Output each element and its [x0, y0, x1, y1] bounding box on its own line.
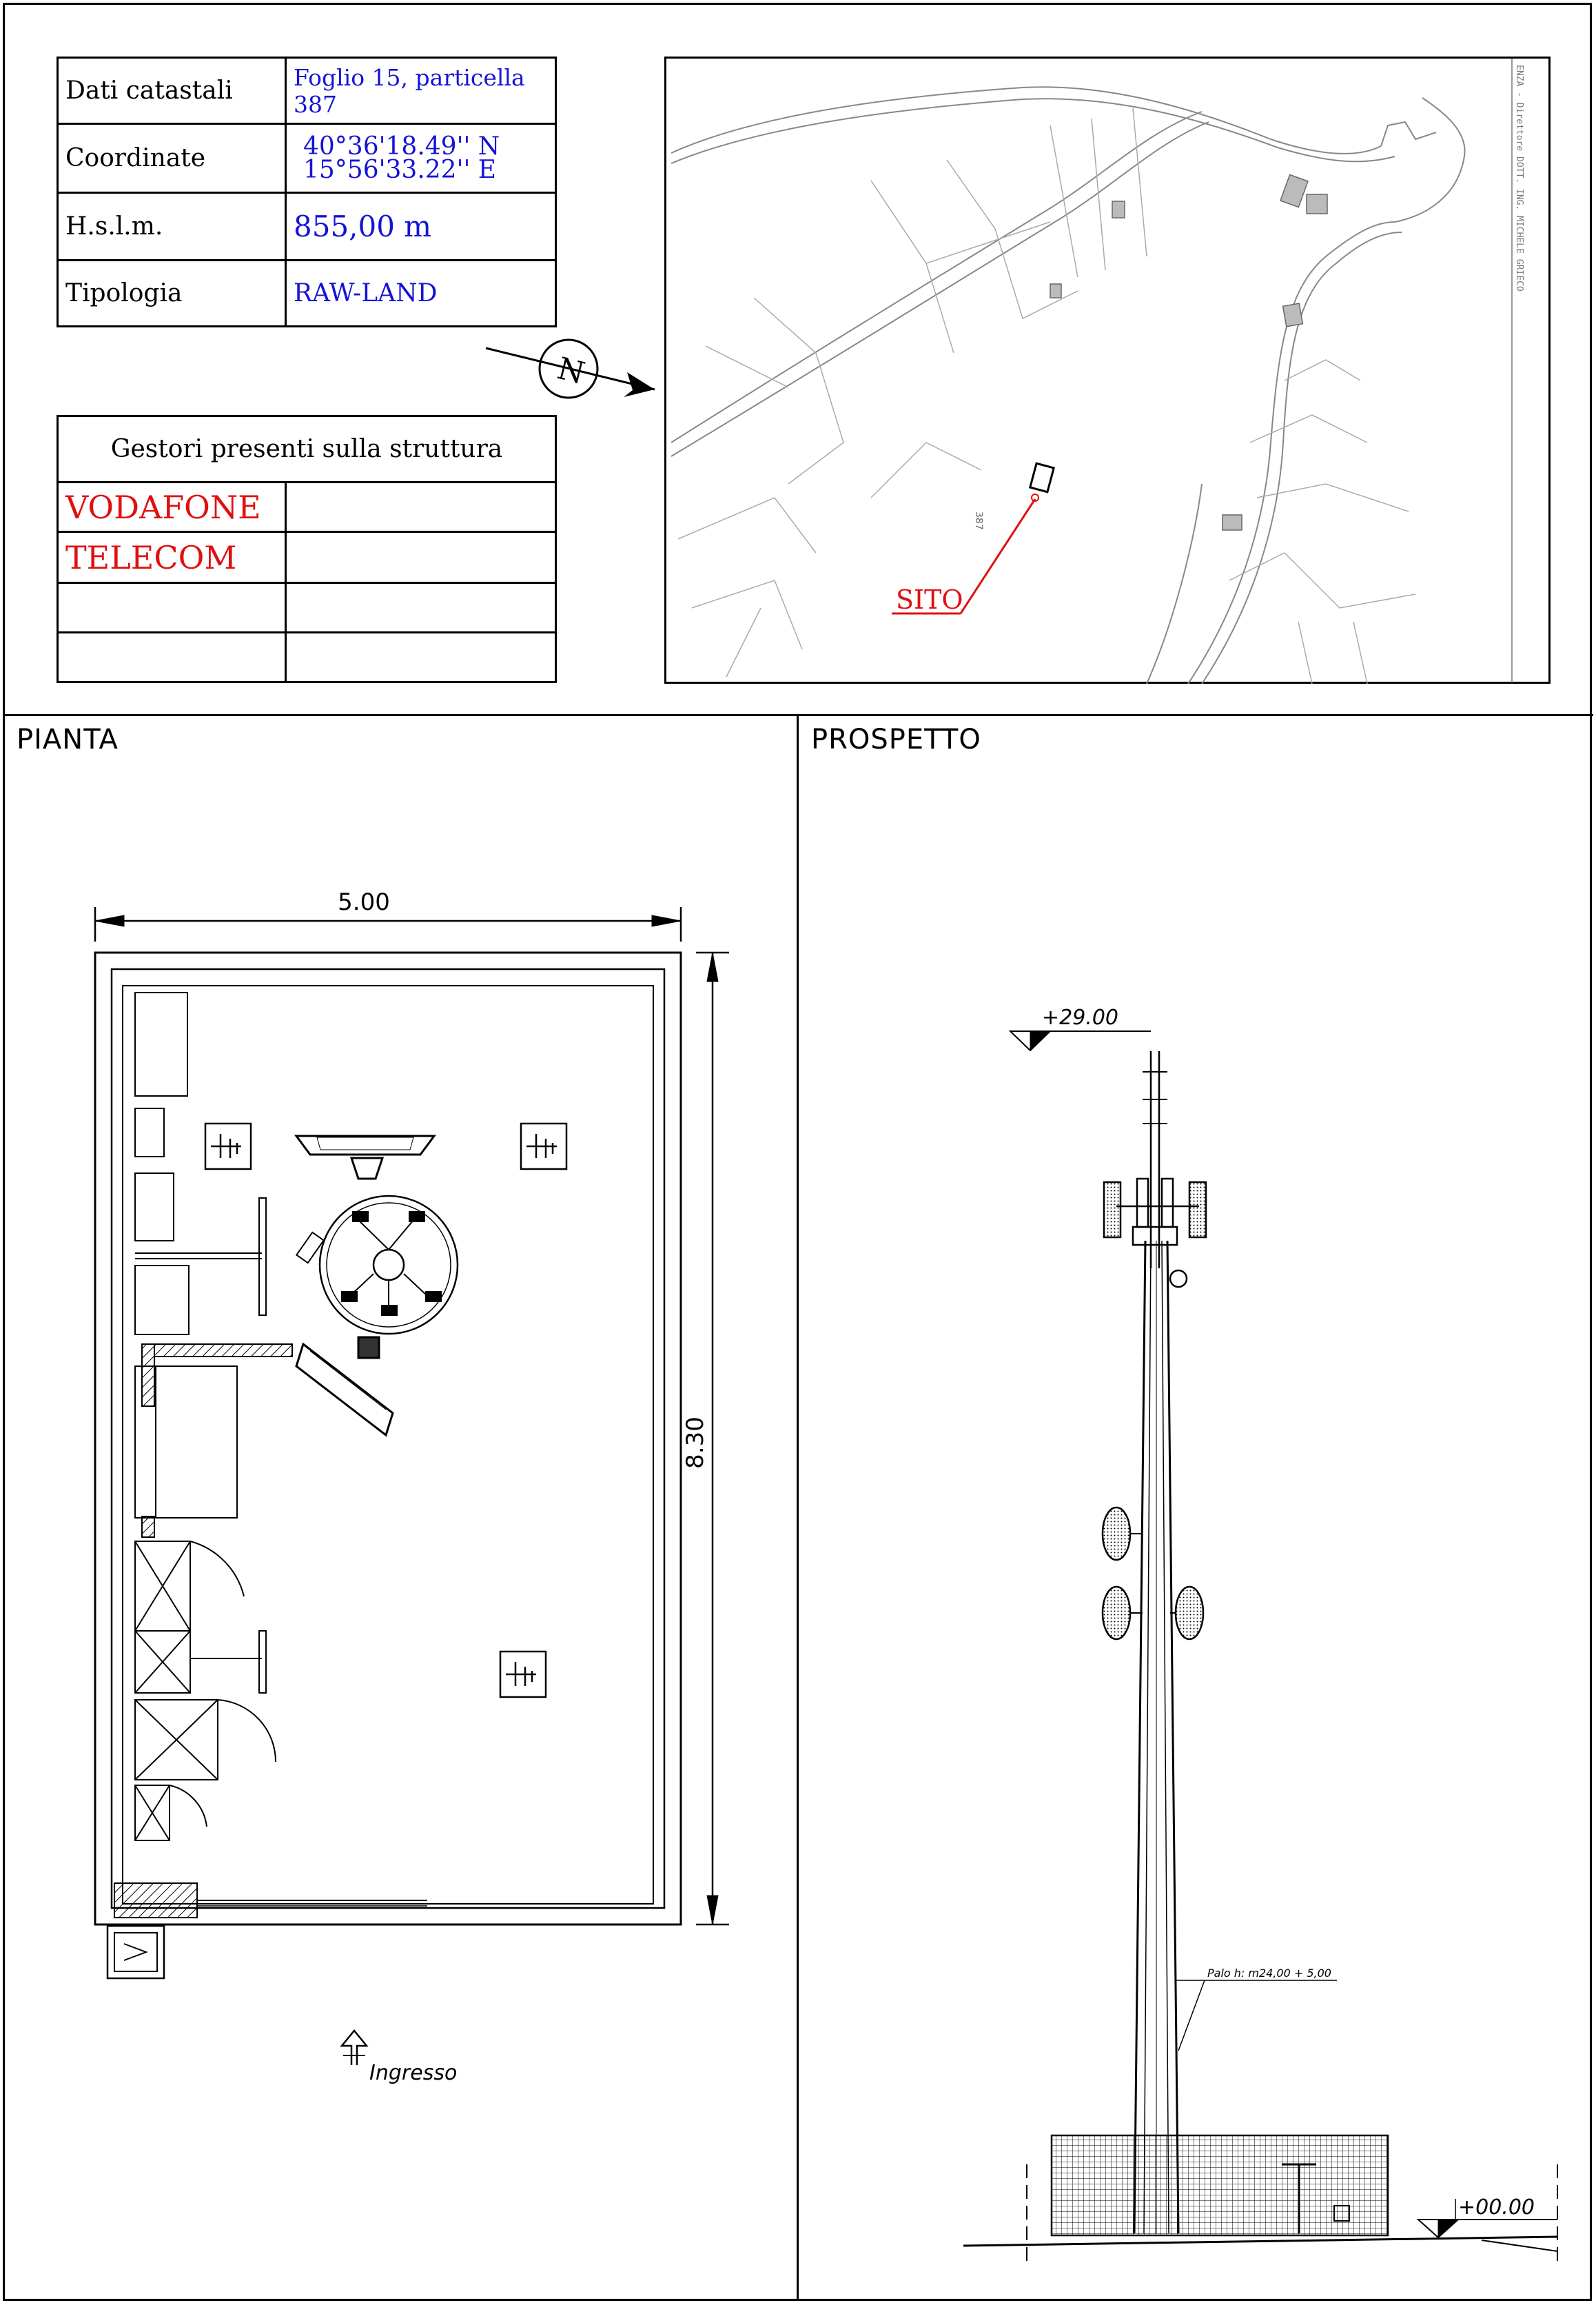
- altitude-value: 855,00 m: [286, 193, 556, 261]
- operators-header: Gestori presenti sulla struttura: [58, 416, 556, 483]
- north-arrow-icon: [482, 331, 662, 407]
- plan-title: PIANTA: [17, 724, 119, 755]
- coordinates-label: Coordinate: [58, 124, 286, 193]
- operator-telecom: TELECOM: [58, 532, 286, 583]
- ground-level-label: +00.00: [1458, 2195, 1535, 2220]
- operator-extra-cell: [286, 483, 556, 532]
- altitude-label: H.s.l.m.: [58, 193, 286, 261]
- latitude-value: 40°36'18.49'' N: [303, 132, 500, 161]
- row-cadastral: [58, 58, 556, 124]
- floor-plan: [69, 875, 744, 2116]
- operator-row: [58, 583, 556, 633]
- row-coordinates: [58, 124, 556, 193]
- width-dimension: 5.00: [338, 889, 390, 916]
- map-margin-text: ENZA - Direttore DOTT. ING. MICHELE GRIECO: [1514, 65, 1524, 292]
- row-altitude: [58, 193, 556, 261]
- cadastral-value: Foglio 15, particella 387: [286, 58, 556, 124]
- operators-header-row: [58, 416, 556, 483]
- operator-row: [58, 633, 556, 682]
- type-label: Tipologia: [58, 261, 286, 327]
- operator-row: [58, 532, 556, 583]
- parcel-number: 387: [973, 511, 984, 530]
- divider-vertical: [797, 714, 799, 2301]
- operator-extra-cell: [286, 583, 556, 633]
- pole-note: Palo h: m24,00 + 5,00: [1207, 1967, 1331, 1980]
- operators-table: [57, 415, 557, 683]
- site-label: SITO: [896, 585, 963, 615]
- operator-extra-cell: [286, 532, 556, 583]
- operator-row: [58, 483, 556, 532]
- longitude-value: 15°56'33.22'' E: [303, 155, 497, 184]
- operator-empty-1: [58, 583, 286, 633]
- type-value: RAW-LAND: [286, 261, 556, 327]
- site-info-table: [57, 57, 557, 327]
- top-level-label: +29.00: [1042, 1006, 1119, 1030]
- operator-empty-2: [58, 633, 286, 682]
- operator-vodafone: VODAFONE: [58, 483, 286, 532]
- row-type: [58, 261, 556, 327]
- coordinates-value: [286, 124, 556, 193]
- depth-dimension: 8.30: [682, 1416, 709, 1469]
- tower-elevation: [951, 993, 1571, 2288]
- north-label: N: [553, 351, 589, 392]
- entrance-label: Ingresso: [369, 2061, 458, 2085]
- operator-extra-cell: [286, 633, 556, 682]
- cadastral-label: Dati catastali: [58, 58, 286, 124]
- elevation-title: PROSPETTO: [811, 724, 981, 755]
- cadastral-map: [664, 57, 1551, 684]
